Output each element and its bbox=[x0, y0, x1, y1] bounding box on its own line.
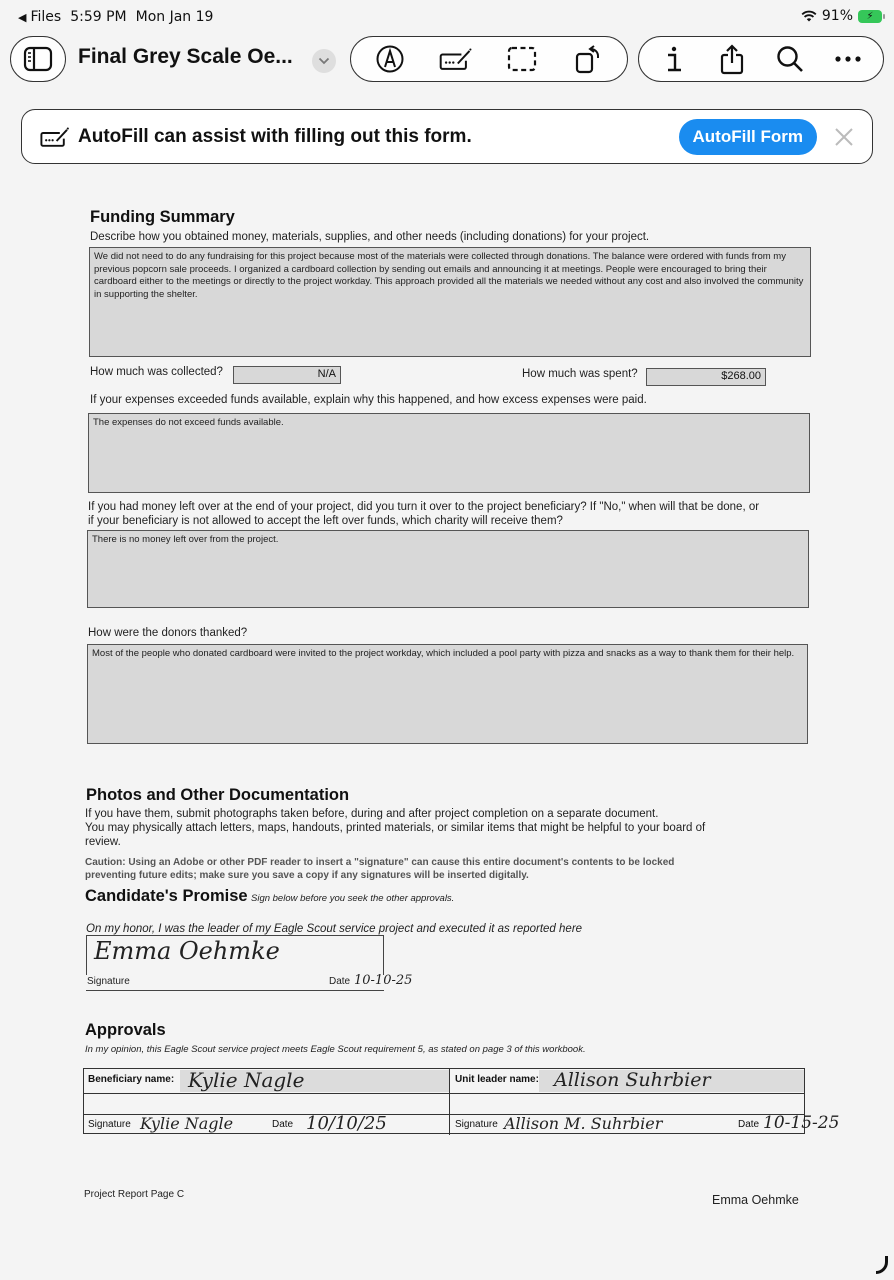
signature-label: Signature bbox=[87, 976, 130, 987]
unit-leader-name-label: Unit leader name: bbox=[455, 1074, 539, 1085]
unit-leader-date[interactable]: 10-15-25 bbox=[763, 1113, 840, 1133]
promise-heading: Candidate's Promise bbox=[85, 887, 248, 905]
footer-page-label: Project Report Page C bbox=[84, 1189, 185, 1200]
candidate-signature: Emma Oehmke bbox=[94, 937, 280, 965]
candidate-date[interactable]: 10-10-25 bbox=[354, 973, 413, 988]
leftover-prompt-line1: If you had money left over at the end of your project, did you turn it over to the project beneficiary? If "No," when will that be done, or bbox=[88, 501, 760, 513]
beneficiary-name-field[interactable]: Kylie Nagle bbox=[188, 1068, 305, 1092]
status-date: Mon Jan 19 bbox=[135, 9, 214, 25]
donors-field[interactable]: Most of the people who donated cardboard were invited to the project workday, which included a pool party with pizza and snacks as a way to thank them for their help. bbox=[87, 644, 808, 744]
unit-leader-name-field[interactable]: Allison Suhrbier bbox=[554, 1069, 711, 1091]
funding-summary-prompt: Describe how you obtained money, materials, supplies, and other needs (including donations) for your project. bbox=[90, 231, 650, 243]
collected-field[interactable]: N/A bbox=[233, 366, 341, 384]
caution-line2: preventing future edits; make sure you save a copy if any signatures will be inserted digitally. bbox=[85, 870, 529, 881]
approvals-table bbox=[83, 1068, 840, 1134]
back-to-app-link[interactable]: Files bbox=[30, 9, 62, 25]
beneficiary-signature[interactable]: Kylie Nagle bbox=[140, 1114, 234, 1133]
battery-charging-icon: ⚡ bbox=[858, 10, 882, 23]
spent-label: How much was spent? bbox=[522, 368, 638, 380]
promise-statement: On my honor, I was the leader of my Eagle Scout service project and executed it as reported here bbox=[86, 923, 583, 935]
expenses-field[interactable]: The expenses do not exceed funds available. bbox=[88, 413, 810, 493]
funding-summary-heading: Funding Summary bbox=[90, 208, 235, 226]
caution-line1: Caution: Using an Adobe or other PDF reader to insert a "signature" can cause this entire document's contents to be locked bbox=[85, 857, 675, 868]
promise-subheading: Sign below before you seek the other approvals. bbox=[251, 893, 455, 904]
approvals-statement: In my opinion, this Eagle Scout service project meets Eagle Scout requirement 5, as stated on page 3 of this workbook. bbox=[85, 1044, 586, 1055]
spent-field[interactable]: $268.00 bbox=[646, 368, 766, 386]
donors-prompt: How were the donors thanked? bbox=[88, 627, 248, 639]
funding-summary-field[interactable]: We did not need to do any fundraising for this project because most of the materials were collected through donations. The balance were ordered with funds from my previous popcorn sale proceeds. I organized a cardboard collection by sending out emails and announcing it at meetings. People were encouraged to bring their cardboard either to the meetings or directly to the project workday. This approach provided all the materials we needed without any cost and also involved the community in supporting the shelter. bbox=[89, 247, 811, 357]
unit-leader-date-label: Date bbox=[738, 1119, 760, 1130]
document-title[interactable]: Final Grey Scale Oe... bbox=[78, 45, 293, 68]
photos-line3: review. bbox=[85, 836, 121, 848]
beneficiary-date[interactable]: 10/10/25 bbox=[306, 1113, 387, 1134]
signature-underline bbox=[86, 990, 384, 991]
date-label: Date bbox=[329, 976, 351, 987]
status-time: 5:59 PM bbox=[70, 9, 127, 25]
approvals-heading: Approvals bbox=[85, 1021, 166, 1039]
expenses-prompt: If your expenses exceeded funds available, explain why this happened, and how excess expenses were paid. bbox=[90, 394, 647, 406]
unit-leader-signature-label: Signature bbox=[455, 1119, 498, 1130]
beneficiary-signature-label: Signature bbox=[88, 1119, 131, 1130]
photos-line1: If you have them, submit photographs taken before, during and after project completion on a separate document. bbox=[85, 808, 659, 820]
beneficiary-name-label: Beneficiary name: bbox=[88, 1074, 175, 1085]
leftover-prompt-line2: if your beneficiary is not allowed to accept the left over funds, which charity will receive them? bbox=[88, 515, 563, 527]
beneficiary-date-label: Date bbox=[272, 1119, 294, 1130]
collected-label: How much was collected? bbox=[90, 366, 223, 378]
leftover-field[interactable]: There is no money left over from the project. bbox=[87, 530, 809, 608]
footer-author: Emma Oehmke bbox=[712, 1193, 799, 1207]
photos-heading: Photos and Other Documentation bbox=[86, 786, 350, 804]
unit-leader-signature[interactable]: Allison M. Suhrbier bbox=[504, 1114, 663, 1133]
autofill-form-button[interactable]: AutoFill Form bbox=[679, 119, 817, 155]
autofill-message: AutoFill can assist with filling out this form. bbox=[78, 125, 472, 147]
battery-percent: 91% bbox=[821, 8, 853, 24]
back-arrow-icon[interactable]: ◀ bbox=[18, 10, 27, 24]
photos-line2: You may physically attach letters, maps, handouts, printed materials, or similar items that might be helpful to your board of bbox=[85, 822, 706, 834]
